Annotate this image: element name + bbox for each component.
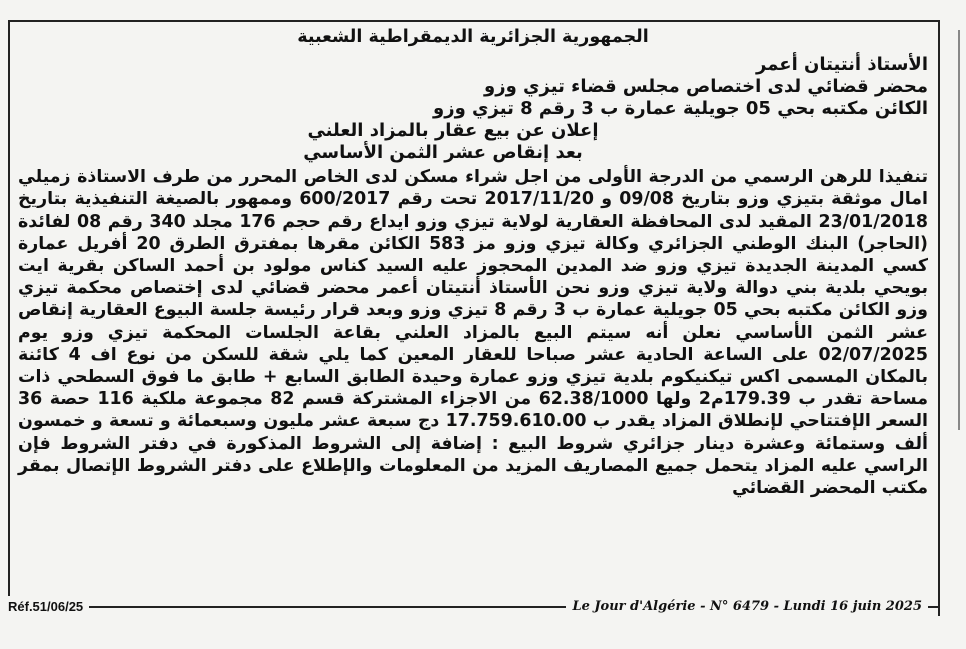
column-divider	[958, 30, 960, 430]
bailiff-address: الكائن مكتبه بحي 05 جويلية عمارة ب 3 رقم 8 تيزي وزو	[433, 98, 928, 120]
reference-number: Réf.51/06/25	[8, 596, 89, 618]
bailiff-role: محضر قضائي لدى اختصاص مجلس قضاء تيزي وزو	[484, 76, 928, 98]
notice-body: تنفيذا للرهن الرسمي من الدرجة الأولى من اجل شراء مسكن لدى الخاص المحرر من طرف الاستاذة زميلي امال موثقة بتيزي وزو بتاريخ 09/08 و 2017/11/20 تحت رقم 600/2017 وممهور بالصيغة التنفيذية بتاريخ 23/01/2018 المقيد لدى المحافظة العقارية لولاية تيزي وزو ايداع رقم حجم 176 مجلد 340 رقم 08 لفائدة (الحاجر) البنك الوطني الجزائري وكالة تيزي وزو مز 583 الكائن مقرها بمفترق الطرق 20 أفريل عمارة كسي المدينة الجديدة تيزي وزو ضد المدين المحجوز عليه السيد كناس مولود بن أحمد الساكن بقرية ايت بويحي بلدية بني دوالة ولاية تيزي وزو نحن الأستاذ أنتيتان أعمر محضر قضائي لدى إختصاص محكمة تيزي وزو الكائن مكتبه بحي 05 جويلية عمارة ب 3 رقم 8 تيزي وزو وبعد قرار رئيسة جلسة البيوع العقارية إنقاص عشر الثمن الأساسي نعلن أنه سيتم البيع بالمزاد العلني بقاعة الجلسات المحكمة تيزي وزو يوم 02/07/2025 على الساعة الحادية عشر صباحا للعقار المعين كما يلي شقة للسكن من نوع اف 4 كائنة بالمكان المسمى اكس تيكنيكوم بلدية تيزي وزو عمارة وحيدة الطابق السابع + طابق ما فوق السطحي ذات مساحة تقدر ب 179.39م2 ولها 62.38/1000 من الاجزاء المشتركة قسم 82 مجموعة ملكية 116 حصة 36 السعر الإفتتاحي لإنطلاق المزاد يقدر ب 17.759.610.00 دج سبعة عشر مليون وسبعمائة و تسعة و خمسون ألف وستمائة وعشرة دينار جزائري شروط البيع : إضافة إلى الشروط المذكورة في دفتر الشروط فإن الراسي عليه المزاد يتحمل جميع المصاريف المزيد من المعلومات والإطلاع على دفتر الشروط الإتصال بمقر مكتب المحضر القضائي	[18, 167, 929, 499]
publication-line: Le Jour d'Algérie - N° 6479 - Lundi 16 juin 2025	[566, 596, 928, 618]
republic-title: الجمهورية الجزائرية الديمقراطية الشعبية	[297, 27, 649, 47]
notice-subheading: بعد إنقاص عشر الثمن الأساسي	[303, 142, 583, 164]
bailiff-name: الأستاذ أنتيتان أعمر	[756, 54, 928, 76]
notice-heading: إعلان عن بيع عقار بالمزاد العلني	[307, 120, 599, 142]
notice-footer	[8, 596, 940, 618]
legal-notice	[18, 26, 928, 499]
